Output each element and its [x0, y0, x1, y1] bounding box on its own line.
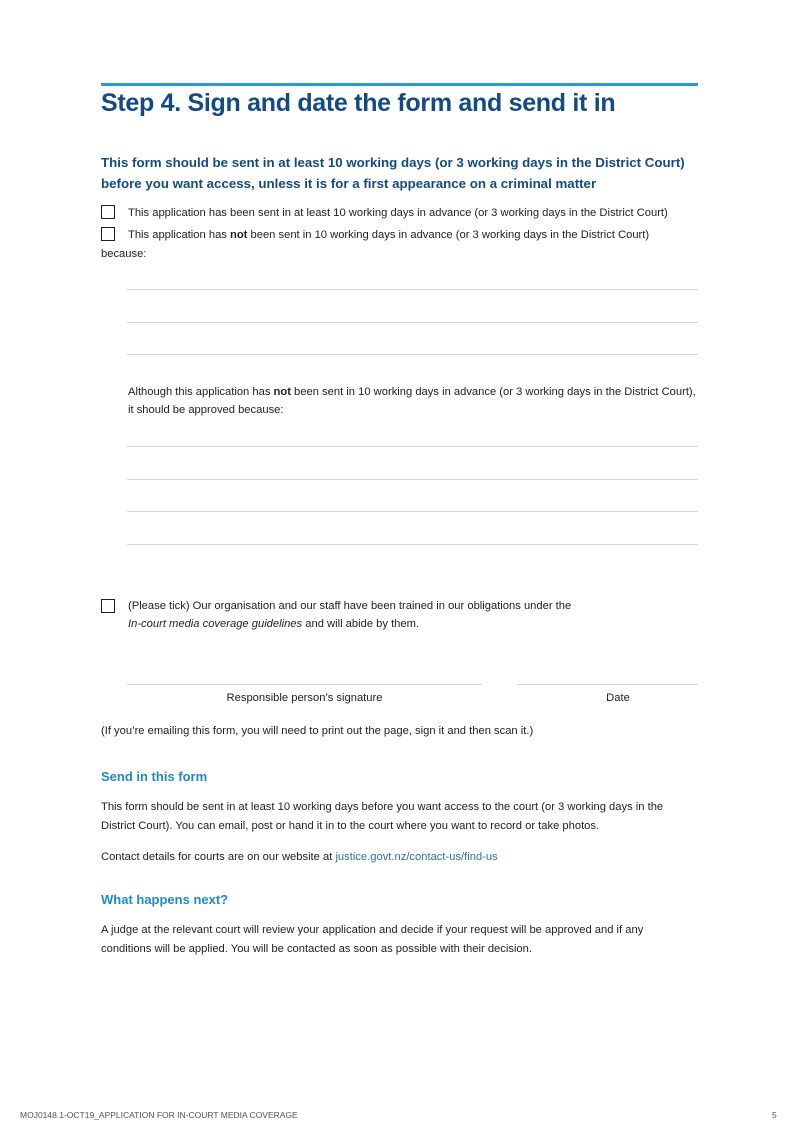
training-text	[128, 597, 608, 633]
text-bold: not	[273, 386, 291, 398]
label-part: This application has	[128, 229, 230, 241]
text-part: Contact details for courts are on our website at	[101, 851, 336, 863]
guidelines-title: In-court media coverage guidelines	[128, 618, 303, 630]
reason-line-1[interactable]	[127, 289, 698, 290]
next-body: A judge at the relevant court will review your application and decide if your request will be approved and if any conditions will be applied. You will be contacted as soon as possible with their decision.	[101, 924, 644, 955]
approval-line-3[interactable]	[127, 511, 698, 512]
checkbox-sent-in-advance[interactable]	[101, 205, 115, 219]
text-part: (Please tick) Our organisation and our staff have been trained in our obligations under the	[128, 600, 572, 612]
intro-text: This form should be sent in at least 10 working days (or 3 working days in the District Court) before you want access, unless it is for a first appearance on a criminal matter	[101, 155, 685, 191]
checkbox-training[interactable]	[101, 599, 115, 613]
page-number: 5	[772, 1110, 777, 1120]
approval-line-2[interactable]	[127, 479, 698, 480]
text-part: and will abide by them.	[302, 618, 420, 630]
reason-line-3[interactable]	[127, 354, 698, 355]
next-heading: What happens next?	[101, 892, 229, 907]
text-part: been sent in 10 working days in advance (or 3 working days in the District Court), it should be approved because:	[128, 386, 696, 416]
footer-code: MOJ0148.1-OCT19_APPLICATION FOR IN-COURT MEDIA COVERAGE	[20, 1110, 298, 1120]
email-note: (If you’re emailing this form, you will need to print out the page, sign it and then scan it.)	[101, 725, 534, 737]
approval-text	[128, 383, 698, 419]
date-label: Date	[606, 692, 630, 704]
not-sent-label	[128, 226, 649, 244]
label-part: been sent in 10 working days in advance (or 3 working days in the District Court)	[247, 229, 650, 241]
date-line[interactable]	[517, 684, 698, 685]
label-bold: not	[230, 229, 248, 241]
find-us-link[interactable]: justice.govt.nz/contact-us/find-us	[335, 851, 498, 863]
signature-line[interactable]	[127, 684, 482, 685]
reason-line-2[interactable]	[127, 322, 698, 323]
title-rule	[101, 83, 698, 86]
contact-text	[101, 848, 498, 866]
checkbox-not-sent-in-advance[interactable]	[101, 227, 115, 241]
text-part: Although this application has	[128, 386, 274, 398]
approval-line-1[interactable]	[127, 446, 698, 447]
approval-line-4[interactable]	[127, 544, 698, 545]
send-heading: Send in this form	[101, 769, 208, 784]
send-body: This form should be sent in at least 10 working days before you want access to the court (or 3 working days in the District Court). You can email, post or hand it in to the court where you want to record or take photos.	[101, 801, 664, 832]
page-title: Step 4. Sign and date the form and send it in	[101, 89, 616, 117]
sent-in-advance-label: This application has been sent in at least 10 working days in advance (or 3 working days in the District Court)	[128, 207, 668, 219]
because-label: because:	[101, 248, 147, 260]
signature-label: Responsible person’s signature	[226, 692, 383, 704]
